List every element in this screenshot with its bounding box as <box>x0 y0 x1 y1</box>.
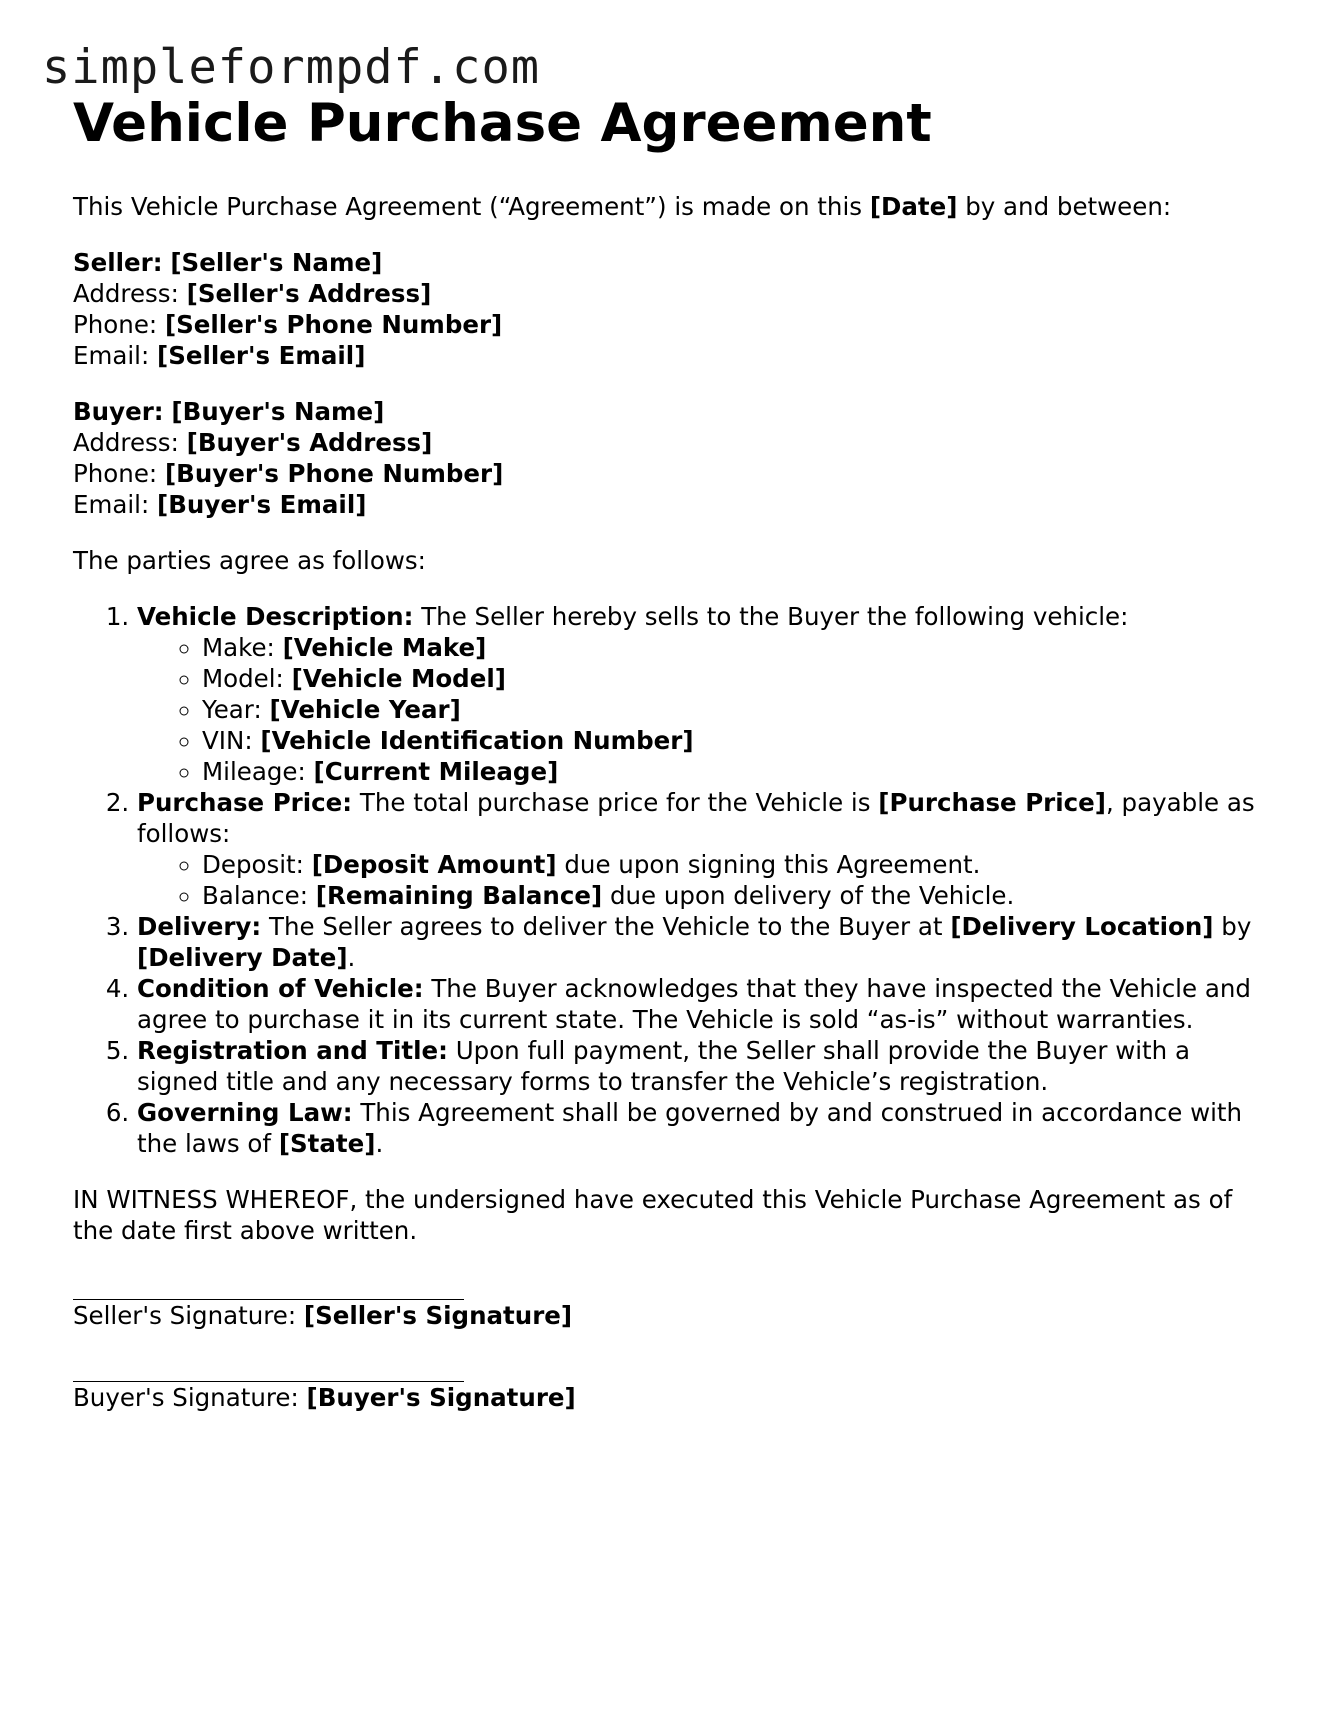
balance-after: due upon delivery of the Vehicle. <box>602 881 1015 910</box>
seller-email: [Seller's Email] <box>157 341 366 370</box>
purchase-price: [Purchase Price] <box>878 788 1106 817</box>
term-registration-heading: Registration and Title: <box>137 1036 448 1065</box>
term-law-heading: Governing Law: <box>137 1098 353 1127</box>
seller-address-label: Address: <box>73 279 179 308</box>
balance-label: Balance: <box>202 881 308 910</box>
term-governing-law <box>137 1097 1263 1159</box>
buyer-address-label: Address: <box>73 428 179 457</box>
term-registration <box>137 1035 1263 1097</box>
seller-phone: [Seller's Phone Number] <box>164 310 503 339</box>
seller-address: [Seller's Address] <box>186 279 432 308</box>
buyer-signature: [Buyer's Signature] <box>306 1383 576 1412</box>
seller-name-line <box>73 247 1263 278</box>
seller-name: [Seller's Name] <box>170 248 383 277</box>
intro-paragraph <box>73 191 1263 222</box>
term-registration-text: Upon full payment, the Seller shall provide the Buyer with a signed title and any necessary forms to transfer the Vehicle’s registration. <box>137 1036 1190 1096</box>
vehicle-make: [Vehicle Make] <box>282 633 487 662</box>
term-condition-text: The Buyer acknowledges that they have inspected the Vehicle and agree to purchase it in its current state. The Vehicle is sold “as-is” without warranties. <box>137 974 1251 1034</box>
buyer-name-line <box>73 396 1263 427</box>
seller-signature-caption <box>73 1300 1263 1331</box>
buyer-address-line <box>73 427 1263 458</box>
document-title: Vehicle Purchase Agreement <box>73 93 932 154</box>
term-price-heading: Purchase Price: <box>137 788 353 817</box>
term-delivery-text: The Seller agrees to deliver the Vehicle to the Buyer at <box>261 912 951 941</box>
vehicle-year-label: Year: <box>202 695 262 724</box>
vehicle-year: [Vehicle Year] <box>269 695 461 724</box>
witness-paragraph: IN WITNESS WHEREOF, the undersigned have executed this Vehicle Purchase Agreement as of the date first above written. <box>73 1185 1233 1245</box>
vehicle-mileage-label: Mileage: <box>202 757 306 786</box>
term-condition-heading: Condition of Vehicle: <box>137 974 424 1003</box>
intro-text-before: This Vehicle Purchase Agreement (“Agreement”) is made on this <box>73 192 870 221</box>
seller-signature: [Seller's Signature] <box>303 1301 573 1330</box>
term-price-text: The total purchase price for the Vehicle is <box>352 788 879 817</box>
seller-signature-line <box>73 1274 464 1300</box>
delivery-location: [Delivery Location] <box>950 912 1214 941</box>
term-vehicle-heading: Vehicle Description: <box>137 602 414 631</box>
remaining-balance: [Remaining Balance] <box>315 881 603 910</box>
seller-block <box>73 247 1263 371</box>
seller-signature-block <box>73 1274 1263 1331</box>
vehicle-make-item <box>202 632 1263 663</box>
vehicle-vin: [Vehicle Identification Number] <box>260 726 694 755</box>
vehicle-model-label: Model: <box>202 664 284 693</box>
deposit-after: due upon signing this Agreement. <box>556 850 981 879</box>
deposit-label: Deposit: <box>202 850 304 879</box>
vehicle-year-item <box>202 694 1263 725</box>
buyer-phone-line <box>73 458 1263 489</box>
balance-item <box>202 880 1263 911</box>
term-vehicle-description <box>137 601 1263 787</box>
buyer-signature-caption <box>73 1382 1263 1413</box>
agreement-date: [Date] <box>869 192 958 221</box>
seller-email-line <box>73 340 1263 371</box>
vehicle-model-item <box>202 663 1263 694</box>
vehicle-vin-label: VIN: <box>202 726 253 755</box>
buyer-signature-label: Buyer's Signature: <box>73 1383 299 1412</box>
vehicle-model: [Vehicle Model] <box>291 664 506 693</box>
vehicle-details-list <box>137 632 1263 787</box>
seller-address-line <box>73 278 1263 309</box>
term-delivery <box>137 911 1263 973</box>
seller-phone-label: Phone: <box>73 310 158 339</box>
term-condition <box>137 973 1263 1035</box>
buyer-signature-block <box>73 1356 1263 1413</box>
watermark-text: simpleformpdf.com <box>42 40 541 95</box>
buyer-email: [Buyer's Email] <box>157 490 367 519</box>
buyer-email-label: Email: <box>73 490 150 519</box>
deposit-item <box>202 849 1263 880</box>
buyer-name-label: Buyer: <box>73 397 164 426</box>
document-body <box>73 88 1263 1413</box>
vehicle-mileage: [Current Mileage] <box>313 757 559 786</box>
term-delivery-after: . <box>347 943 356 972</box>
term-purchase-price <box>137 787 1263 911</box>
term-law-after: . <box>375 1129 384 1158</box>
vehicle-mileage-item <box>202 756 1263 787</box>
agree-text: The parties agree as follows: <box>73 546 426 575</box>
buyer-phone-label: Phone: <box>73 459 158 488</box>
term-delivery-heading: Delivery: <box>137 912 262 941</box>
term-vehicle-text: The Seller hereby sells to the Buyer the following vehicle: <box>413 602 1129 631</box>
buyer-name: [Buyer's Name] <box>171 397 385 426</box>
seller-name-label: Seller: <box>73 248 163 277</box>
buyer-address: [Buyer's Address] <box>186 428 433 457</box>
seller-phone-line <box>73 309 1263 340</box>
delivery-date: [Delivery Date] <box>137 943 348 972</box>
payment-terms-list <box>137 849 1263 911</box>
vehicle-make-label: Make: <box>202 633 275 662</box>
term-price-after: , payable as follows: <box>137 788 1255 848</box>
governing-state: [State] <box>278 1129 376 1158</box>
vehicle-vin-item <box>202 725 1263 756</box>
buyer-phone: [Buyer's Phone Number] <box>164 459 504 488</box>
seller-signature-label: Seller's Signature: <box>73 1301 297 1330</box>
buyer-block <box>73 396 1263 520</box>
term-delivery-middle: by <box>1213 912 1252 941</box>
seller-email-label: Email: <box>73 341 150 370</box>
buyer-email-line <box>73 489 1263 520</box>
intro-text-after: by and between: <box>957 192 1172 221</box>
deposit-amount: [Deposit Amount] <box>311 850 557 879</box>
term-law-text: This Agreement shall be governed by and construed in accordance with the laws of <box>137 1098 1243 1158</box>
buyer-signature-line <box>73 1356 464 1382</box>
terms-list <box>73 601 1263 1159</box>
